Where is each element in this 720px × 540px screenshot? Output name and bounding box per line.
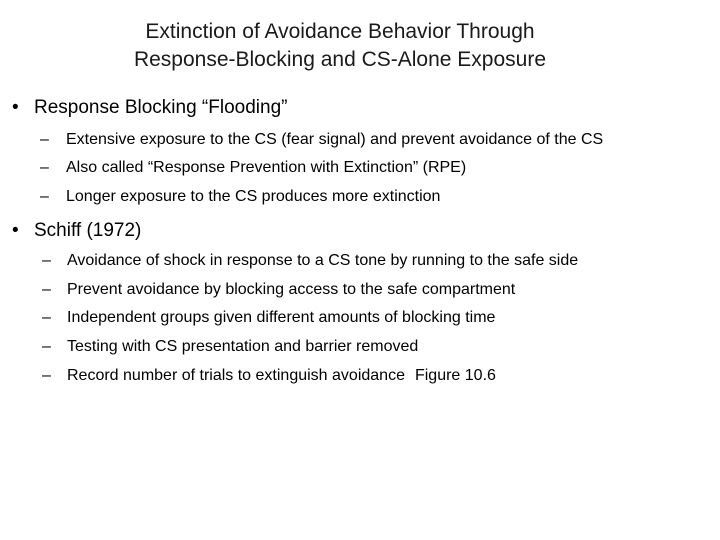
- sub-item-text: Prevent avoidance by blocking access to the safe compartment: [67, 281, 516, 298]
- sub-item-text: Independent groups given different amounts of blocking time: [67, 309, 496, 326]
- title-line-1: Extinction of Avoidance Behavior Through: [145, 20, 535, 43]
- sub-item-text-with-figure: [67, 366, 496, 386]
- dash-icon: –: [42, 309, 51, 326]
- bullet-dot-icon: •: [12, 97, 19, 118]
- sub-item-text: Record number of trials to extinguish avoidance: [67, 367, 405, 384]
- bullet-text: Response Blocking “Flooding”: [34, 97, 288, 118]
- dash-icon: –: [40, 131, 49, 148]
- sub-item-text: Also called “Response Prevention with Extinction” (RPE): [66, 159, 467, 176]
- title-line-2: Response-Blocking and CS-Alone Exposure: [133, 48, 547, 71]
- bullet-dot-icon: •: [12, 220, 19, 241]
- dash-icon: –: [42, 281, 51, 298]
- figure-reference: Figure 10.6: [414, 367, 496, 384]
- dash-icon: –: [40, 159, 49, 176]
- sub-item-text: Testing with CS presentation and barrier removed: [67, 338, 419, 355]
- sub-item-text: Longer exposure to the CS produces more extinction: [66, 188, 441, 205]
- bullet-text: Schiff (1972): [34, 220, 142, 241]
- dash-icon: –: [42, 338, 51, 355]
- slide-title: [60, 18, 620, 74]
- dash-icon: –: [42, 252, 51, 269]
- sub-item-text: Avoidance of shock in response to a CS tone by running to the safe side: [67, 252, 579, 269]
- dash-icon: –: [42, 367, 51, 384]
- sub-item-text: Extensive exposure to the CS (fear signal) and prevent avoidance of the CS: [66, 131, 604, 148]
- dash-icon: –: [40, 188, 49, 205]
